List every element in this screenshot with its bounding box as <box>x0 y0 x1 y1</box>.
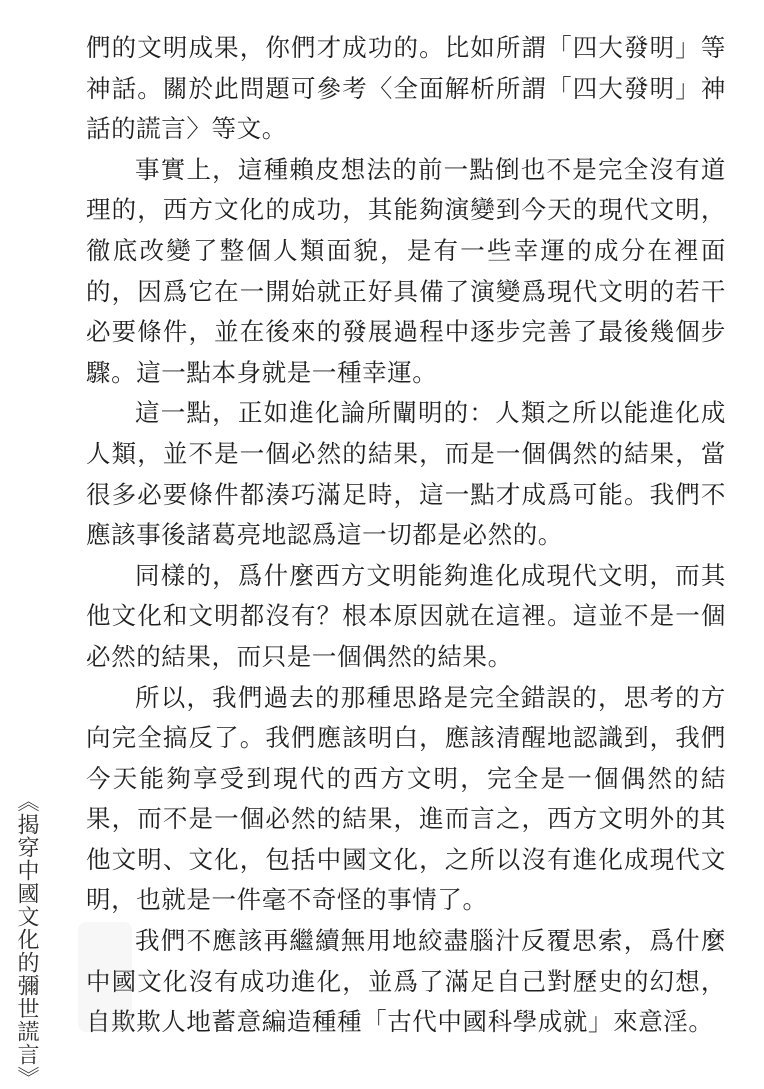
paragraph-1: 們的文明成果，你們才成功的。比如所謂「四大發明」等神話。關於此問題可參考〈全面解析所謂「四大發明」神話的謊言〉等文。 <box>86 33 726 144</box>
paragraph-2: 事實上，這種賴皮想法的前一點倒也不是完全沒有道理的，西方文化的成功，其能夠演變到今天的現代文明，徹底改變了整個人類面貌，是有一些幸運的成分在裡面的，因爲它在一開始就正好具備了演變爲現代文明的若干必要條件，並在後來的發展過程中逐步完善了最後幾個步驟。這一點本身就是一種幸運。 <box>86 154 726 387</box>
paragraph-4: 同樣的，爲什麼西方文明能夠進化成現代文明，而其他文化和文明都沒有？根本原因就在這裡。這並不是一個必然的結果，而只是一個偶然的結果。 <box>86 560 726 671</box>
running-book-title: 《揭穿中國文化的彌世謊言》 <box>14 790 39 1089</box>
paragraph-5: 所以，我們過去的那種思路是完全錯誤的，思考的方向完全搞反了。我們應該明白，應該清醒地認識到，我們今天能夠享受到現代的西方文明，完全是一個偶然的結果，而不是一個必然的結果，進而言之，西方文明外的其他文明、文化，包括中國文化，之所以沒有進化成現代文明，也就是一件毫不奇怪的事情了。 <box>86 682 726 915</box>
paragraph-3: 這一點，正如進化論所闡明的：人類之所以能進化成人類，並不是一個必然的結果，而是一個偶然的結果，當很多必要條件都湊巧滿足時，這一點才成爲可能。我們不應該事後諸葛亮地認爲這一切都是必然的。 <box>86 398 726 550</box>
paragraph-6: 我們不應該再繼續無用地絞盡腦汁反覆思索，爲什麼中國文化沒有成功進化，並爲了滿足自己對歷史的幻想，自欺欺人地蓄意編造種種「古代中國科學成就」來意淫。 <box>86 926 726 1037</box>
body-text <box>86 28 726 1043</box>
